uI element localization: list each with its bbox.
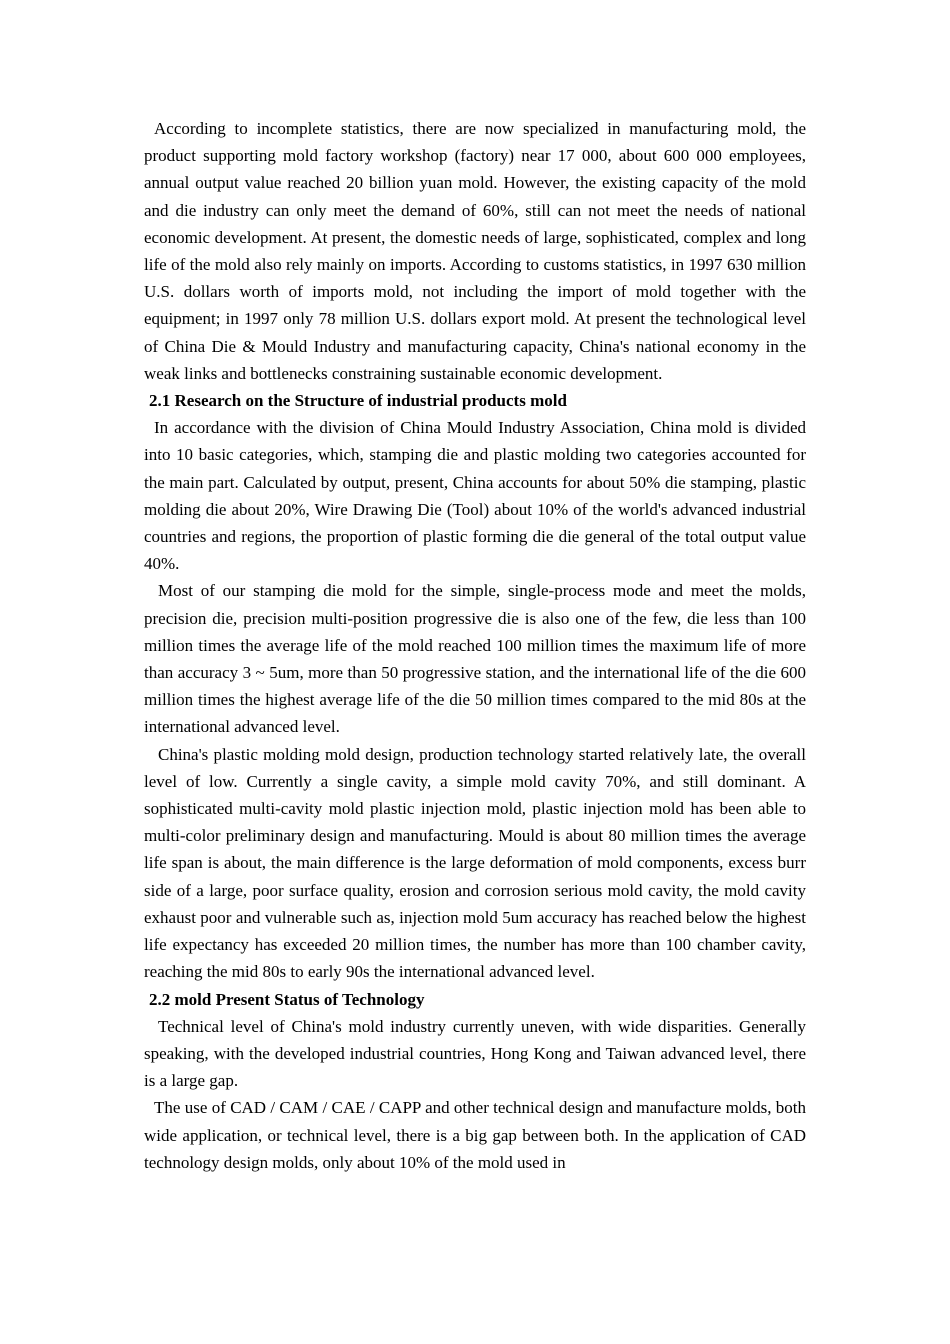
section-2-1-paragraph-3: China's plastic molding mold design, production technology started relatively late, the overall level of low. Currently a single cavity, a simple mold cavity 70%, and still dominant. A sophisticated multi-cavity mold plastic injection mold, plastic injection mold has been able to multi-color preliminary design and manufacturing. Mould is about 80 million times the average life span is about, the main difference is the large deformation of mold components, excess burr side of a large, poor surface quality, erosion and corrosion serious mold cavity, the mold cavity exhaust poor and vulnerable such as, injection mold 5um accuracy has reached below the highest life expectancy has exceeded 20 million times, the number has more than 100 chamber cavity, reaching the mid 80s to early 90s the international advanced level. [144, 744, 806, 982]
section-2-1-paragraph-2: Most of our stamping die mold for the simple, single-process mode and meet the molds, precision die, precision multi-position progressive die is also one of the few, die less than 100 million times the average life of the mold reached 100 million times the maximum life of more than accuracy 3 ~ 5um, more than 50 progressive station, and the international life of the die 600 million times the highest average life of the die 50 million times compared to the mid 80s at the international advanced level. [144, 581, 806, 737]
document-page [144, 115, 806, 1176]
section-2-1-heading: 2.1 Research on the Structure of industrial products mold [149, 391, 567, 411]
section-2-2-heading: 2.2 mold Present Status of Technology [149, 989, 425, 1009]
section-2-2-paragraph-2: The use of CAD / CAM / CAE / CAPP and other technical design and manufacture molds, both wide application, or technical level, there is a big gap between both. In the application of CAD technology design molds, only about 10% of the mold used in [144, 1098, 806, 1172]
section-2-1-paragraph-1: In accordance with the division of China Mould Industry Association, China mold is divided into 10 basic categories, which, stamping die and plastic molding two categories accounted for the main part. Calculated by output, present, China accounts for about 50% die stamping, plastic molding die about 20%, Wire Drawing Die (Tool) about 10% of the world's advanced industrial countries and regions, the proportion of plastic forming die die general of the total output value 40%. [144, 418, 806, 574]
section-2-2-paragraph-1: Technical level of China's mold industry currently uneven, with wide disparities. Generally speaking, with the developed industrial countries, Hong Kong and Taiwan advanced level, there is a large gap. [144, 1016, 806, 1091]
intro-paragraph: According to incomplete statistics, there are now specialized in manufacturing mold, the product supporting mold factory workshop (factory) near 17 000, about 600 000 employees, annual output value reached 20 billion yuan mold. However, the existing capacity of the mold and die industry can only meet the demand of 60%, still can not meet the needs of national economic development. At present, the domestic needs of large, sophisticated, complex and long life of the mold also rely mainly on imports. According to customs statistics, in 1997 630 million U.S. dollars worth of imports mold, not including the import of mold together with the equipment; in 1997 only 78 million U.S. dollars export mold. At present the technological level of China Die & Mould Industry and manufacturing capacity, China's national economy in the weak links and bottlenecks constraining sustainable economic development. [144, 119, 806, 383]
